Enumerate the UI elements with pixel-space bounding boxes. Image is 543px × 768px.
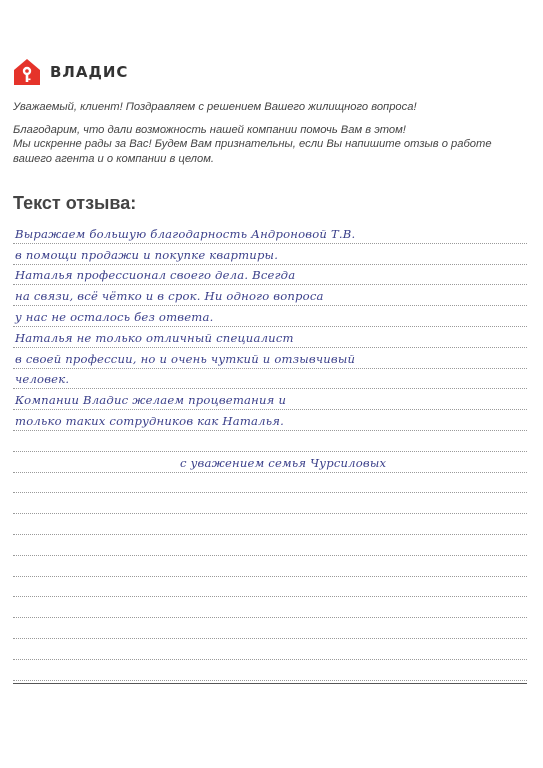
review-line: [13, 369, 527, 390]
intro-text: [13, 100, 528, 174]
review-line: [13, 556, 527, 577]
intro-greeting: Уважаемый, клиент! Поздравляем с решением Вашего жилищного вопроса!: [13, 101, 417, 113]
handwritten-text: только таких сотрудников как Наталья.: [15, 413, 285, 428]
bottom-divider: [13, 683, 527, 684]
review-line: [13, 639, 527, 660]
review-line: [13, 265, 527, 286]
intro-thanks-line: Благодарим, что дали возможность нашей компании помочь Вам в этом!: [13, 123, 406, 136]
review-line: [13, 410, 527, 431]
handwritten-signature: с уважением семья Чурсиловых: [180, 455, 387, 470]
review-line: [13, 535, 527, 556]
handwritten-text: на связи, всё чётко и в срок. Ни одного вопроса: [15, 289, 324, 304]
brand-logo: [12, 57, 128, 87]
review-line: [13, 389, 527, 410]
house-key-icon: [12, 57, 42, 87]
review-line: [13, 306, 527, 327]
handwritten-text: Наталья профессионал своего дела. Всегда: [15, 268, 296, 283]
handwritten-text: Наталья не только отличный специалист: [15, 330, 294, 345]
handwritten-text: в своей профессии, но и очень чуткий и отзывчивый: [15, 351, 356, 366]
brand-name: ВЛАДИС: [50, 63, 129, 81]
review-title: Текст отзыва:: [13, 193, 137, 213]
review-line: [13, 493, 527, 514]
review-line: [13, 473, 527, 494]
review-line: [13, 660, 527, 681]
handwritten-text: человек.: [15, 372, 70, 387]
review-line: [13, 597, 527, 618]
handwritten-text: в помощи продажи и покупке квартиры.: [15, 247, 279, 262]
review-line: [13, 452, 527, 473]
handwritten-text: Выражаем большую благодарность Андроновой Т.В.: [15, 226, 356, 241]
review-line: [13, 431, 527, 452]
handwritten-text: у нас не осталось без ответа.: [15, 309, 214, 324]
review-line: [13, 244, 527, 265]
review-line: [13, 223, 527, 244]
review-line: [13, 327, 527, 348]
handwritten-text: Компании Владис желаем процветания и: [15, 393, 287, 408]
review-line: [13, 285, 527, 306]
review-line: [13, 618, 527, 639]
review-line: [13, 514, 527, 535]
review-line: [13, 348, 527, 369]
review-lines: [13, 223, 527, 681]
intro-thanks: [13, 123, 528, 167]
intro-request-line: Мы искренне рады за Вас! Будем Вам признательны, если Вы напишите отзыв о работе вашего агента и о компании в целом.: [13, 138, 492, 165]
review-line: [13, 577, 527, 598]
